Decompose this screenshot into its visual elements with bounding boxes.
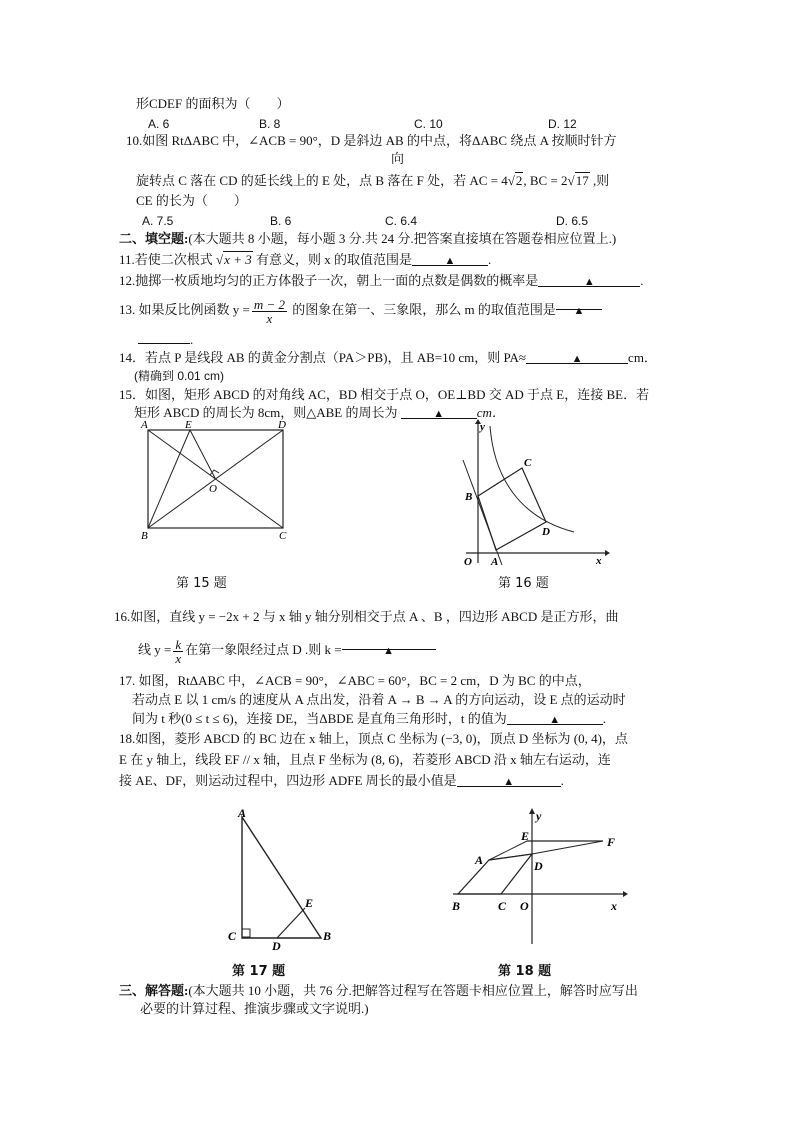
fig16-label-c: C: [524, 457, 532, 469]
q10-sqrt-17: 17: [575, 173, 589, 188]
q13-numerator: m − 2: [253, 296, 286, 312]
fig18-label-y: y: [536, 809, 542, 823]
q18-marker: ▲: [503, 776, 515, 788]
q10-line2-c: , BC = 2: [523, 173, 568, 188]
q18-line3: [119, 773, 564, 789]
q17-end: .: [602, 711, 606, 726]
q17-line1: 17. 如图，RtΔABC 中，∠ACB = 90°，∠ABC = 60°，BC = 2 cm，D 为 BC 的中点，: [119, 673, 591, 688]
q9-option-b: B. 8: [259, 117, 281, 131]
fig16-label-o: O: [464, 556, 472, 566]
fig18-label-e: E: [521, 829, 530, 843]
fig16-label-y: y: [480, 421, 485, 433]
q11-end: .: [487, 252, 492, 267]
q14-answer-blank[interactable]: [526, 350, 628, 364]
fig15-label-c: C: [279, 530, 287, 540]
fig15-label-d: D: [278, 419, 286, 431]
q17-marker: ▲: [549, 714, 561, 726]
q10-line2: 旋转点 C 落在 CD 的延长线上的 E 处，点 B 落在 F 处，若 AC = 4√2, BC = 2√17 ,则: [136, 173, 610, 188]
fig16-x-arrow: [605, 550, 610, 556]
fig16-label-d: D: [542, 526, 550, 538]
fig18-rhombus-abcd: [458, 854, 532, 894]
q13-fraction: [252, 298, 287, 325]
figure-17: [222, 805, 337, 951]
fig15-label-a: A: [141, 419, 148, 431]
fig15-label-b: B: [141, 530, 148, 540]
fig18-label-f: F: [607, 835, 616, 849]
q18-line2: E 在 y 轴上，线段 EF // x 轴，且点 F 坐标为 (8, 6)，若菱形 ABCD 沿 x 轴左右运动，连: [119, 752, 611, 767]
q13-line2: [138, 330, 193, 348]
q10-option-a: A. 7.5: [142, 214, 174, 228]
q11-text-b: 有意义，则 x 的取值范围是: [255, 252, 412, 267]
section3-desc-line2: 必要的计算过程、推演步骤或文字说明.): [140, 1001, 369, 1016]
q13-marker: ▲: [573, 305, 585, 317]
section3-heading: [119, 983, 638, 999]
q16-line2: [138, 636, 436, 665]
q11: 11.若使二次根式 √x + 3 有意义，则 x 的取值范围是 ▲ .: [119, 252, 492, 267]
fig16-label-a: A: [491, 556, 499, 566]
q10-option-c: C. 6.4: [385, 214, 418, 228]
fig17-label-e: E: [305, 896, 314, 910]
q12-text: 12.抛掷一枚质地均匀的正方体骰子一次，朝上一面的点数是偶数的概率是: [119, 273, 539, 288]
q17-answer-blank[interactable]: [507, 711, 603, 725]
q18-answer-blank[interactable]: [457, 773, 561, 787]
fig17-label-c: C: [228, 929, 237, 943]
q11-marker: ▲: [444, 255, 456, 267]
q16-answer-blank[interactable]: [342, 636, 436, 657]
q14-marker: ▲: [571, 353, 583, 365]
fig17-caption: 第 17 题: [232, 964, 286, 979]
fig18-caption: 第 18 题: [498, 964, 552, 979]
q14-unit: cm．: [628, 350, 657, 365]
fig18-segment-df: [532, 841, 603, 854]
section3-desc: (本大题共 10 小题，共 76 分.把解答过程写在答题卡相应位置上，解答时应写出: [188, 983, 638, 998]
fig17-label-d: D: [272, 939, 281, 951]
q10-line1-wrap: 向: [391, 151, 405, 166]
section2-desc: (本大题共 8 小题，每小题 3 分.共 24 分.把答案直接填在答题卷相应位置上.): [188, 231, 617, 246]
q13-answer-blank[interactable]: [556, 296, 602, 317]
q13-answer-blank-cont: [138, 330, 190, 344]
q17-line2: 若动点 E 以 1 cm/s 的速度从 A 点出发，沿着 A → B → A 的方向运动，设 E 点的运动时: [132, 692, 626, 707]
fig17-segment-de: [277, 908, 305, 938]
fig15-label-e: E: [185, 419, 192, 431]
section2-title: 二、填空题:: [119, 231, 189, 246]
q10-line3: CE 的长为（ ）: [136, 193, 247, 208]
figure-18: [445, 806, 630, 948]
fig15-segment-eo: [190, 430, 216, 479]
fig18-label-c: C: [498, 899, 507, 913]
q13-text-b: 的图象在第一、三象限，那么 m 的取值范围是: [292, 302, 556, 317]
fig17-label-b: B: [323, 929, 332, 943]
q16-text-a: 线 y =: [138, 642, 172, 657]
fig16-hyperbola: [490, 426, 574, 532]
q15-answer-blank[interactable]: [401, 405, 477, 419]
q9-option-a: A. 6: [148, 117, 170, 131]
q10-line2-a: 旋转点 C 落在 CD 的延长线上的 E 处，点 B 落在 F 处，若 AC = 4: [136, 173, 508, 188]
fig18-label-b: B: [452, 899, 461, 913]
section3-title: 三、解答题:: [119, 983, 189, 998]
fig17-right-angle: [242, 929, 250, 937]
q16-fraction: [173, 638, 183, 665]
q9-option-d: D. 12: [548, 117, 577, 131]
fig16-label-b: B: [465, 491, 473, 503]
q10-option-b: B. 6: [270, 214, 292, 228]
fig18-label-o: O: [520, 899, 529, 913]
q16-numerator: k: [175, 636, 182, 652]
fig16-label-x: x: [596, 555, 602, 566]
q15-line1: 15．如图，矩形 ABCD 的对角线 AC，BD 相交于点 O，OE⊥BD 交 AD 于点 E，连接 BE．若: [119, 387, 650, 402]
q15-text: 矩形 ABCD 的周长为 8cm，则△ABE 的周长为: [134, 405, 398, 420]
q13: [119, 296, 602, 325]
q18-text: 接 AE、DF，则运动过程中，四边形 ADFE 周长的最小值是: [119, 773, 457, 788]
q13-end: .: [190, 332, 194, 347]
q11-text-a: 11.若使二次根式: [119, 252, 213, 267]
fig17-triangle: [242, 817, 321, 938]
q18-line1: 18.如图，菱形 ABCD 的 BC 边在 x 轴上，顶点 C 坐标为 (−3, 0)，顶点 D 坐标为 (0, 4)，点: [119, 731, 628, 746]
q14: [119, 350, 657, 366]
q12-marker: ▲: [583, 276, 595, 288]
q14-precision: (精确到 0.01 cm): [134, 369, 225, 383]
q12-end: .: [640, 273, 644, 288]
q9-tail-text: 形CDEF 的面积为（ ）: [136, 96, 290, 111]
fig18-label-d: D: [534, 859, 543, 873]
q11-radicand: x + 3: [224, 252, 252, 267]
q15-marker: ▲: [433, 408, 445, 420]
q14-text: 14．若点 P 是线段 AB 的黄金分割点（PA＞PB)，且 AB=10 cm，则 PA≈: [119, 350, 527, 365]
section2-heading: [119, 231, 616, 247]
fig18-y-arrow: [529, 808, 535, 814]
fig18-label-a: A: [475, 853, 484, 867]
q9-option-c: C. 10: [414, 117, 443, 131]
q15-unit: cm．: [476, 405, 505, 420]
q10-option-d: D. 6.5: [556, 214, 589, 228]
fig18-label-x: x: [611, 899, 617, 913]
q10-sqrt-2: 2: [515, 173, 523, 188]
q11-answer-blank[interactable]: [412, 252, 488, 266]
fig15-caption: 第 15 题: [176, 576, 227, 591]
q10-line2-e: ,则: [589, 173, 610, 188]
q17-line3: [132, 711, 606, 727]
q12: [119, 273, 644, 289]
figure-16: [450, 418, 610, 566]
fig17-label-a: A: [238, 806, 247, 820]
q16-denominator: x: [175, 650, 182, 666]
q12-answer-blank[interactable]: [538, 273, 640, 287]
q16-text-b: 在第一象限经过点 D .则 k =: [185, 642, 342, 657]
q16-marker: ▲: [383, 645, 395, 657]
fig16-square-abcd: [478, 468, 546, 550]
q10-line1: 10.如图 RtΔABC 中，∠ACB = 90°，D 是斜边 AB 的中点，将ΔABC 绕点 A 按顺时针方: [126, 133, 617, 148]
fig18-x-arrow: [623, 891, 628, 897]
q13-text-a: 13. 如果反比例函数 y =: [119, 302, 250, 317]
fig16-caption: 第 16 题: [498, 576, 549, 591]
figure-15: [138, 418, 298, 540]
fig15-label-o: O: [209, 483, 217, 495]
q13-denominator: x: [266, 310, 273, 326]
q16-line1: 16.如图，直线 y = −2x + 2 与 x 轴 y 轴分别相交于点 A 、B ，四边形 ABCD 是正方形，曲: [114, 609, 619, 624]
q18-end: .: [560, 773, 564, 788]
q17-text: 间为 t 秒(0 ≤ t ≤ 6)，连接 DE，当ΔBDE 是直角三角形时，t 的值为: [132, 711, 507, 726]
